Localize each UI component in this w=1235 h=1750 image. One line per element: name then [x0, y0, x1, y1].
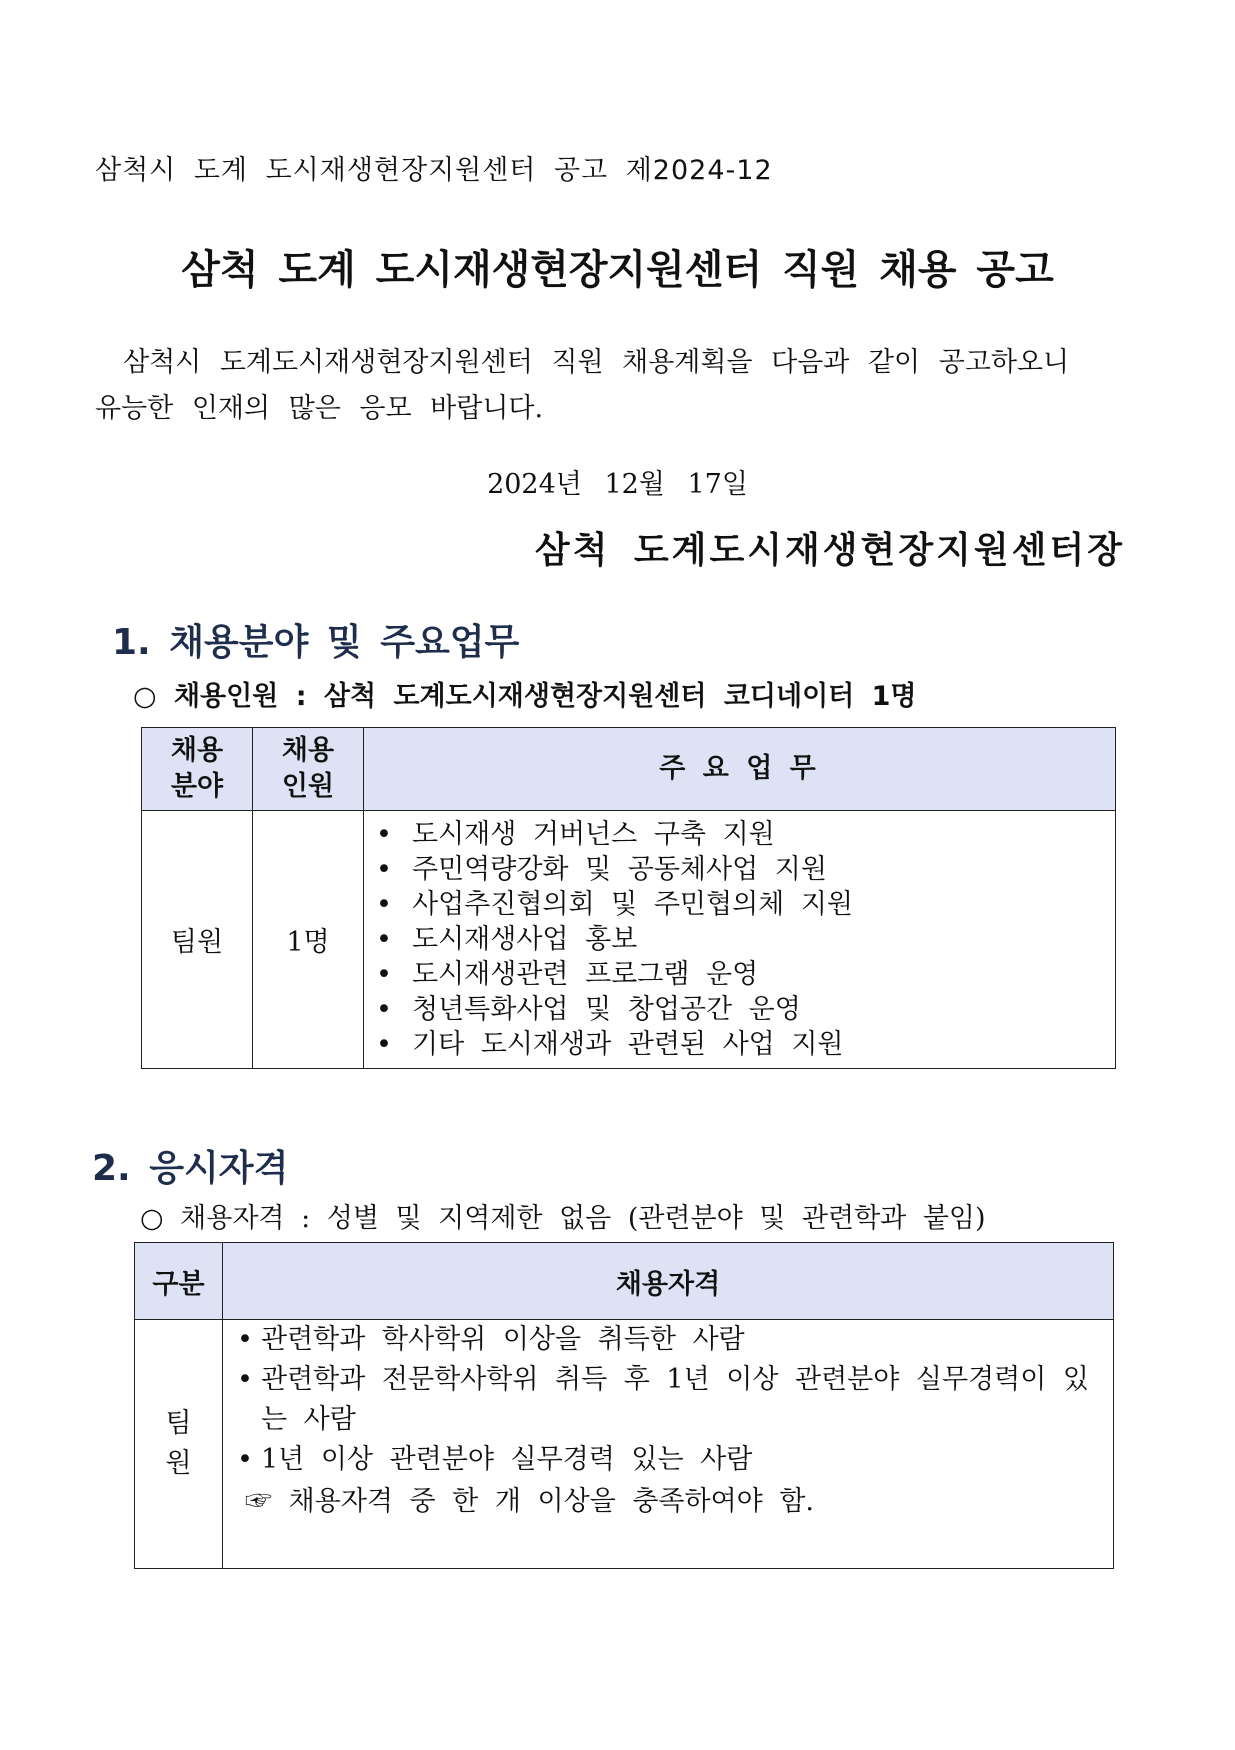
list-item — [237, 1440, 1105, 1480]
list-item: • 도시재생관련 프로그램 운영 — [364, 957, 1105, 992]
pointing-hand-icon: ☞ — [245, 1486, 272, 1517]
header-field-line1: 채용 — [170, 735, 224, 766]
intro-paragraph — [95, 340, 1125, 432]
duties-list — [364, 817, 1105, 1062]
qualification-text: 1년 이상 관련분야 실무경력 있는 사람 — [261, 1444, 753, 1475]
bullet-dot-icon: • — [237, 1364, 253, 1395]
cell-field: 팀원 — [142, 811, 253, 1069]
qualification-text: 관련학과 학사학위 이상을 취득한 사람 — [261, 1324, 745, 1355]
header-count-line2: 인원 — [281, 771, 335, 802]
division-line1: 팀 — [165, 1408, 192, 1439]
cell-division — [135, 1320, 223, 1569]
circle-bullet-icon: ○ — [133, 681, 157, 712]
issuer-name: 삼척 도계도시재생현장지원센터장 — [534, 529, 1125, 571]
intro-line-1: 삼척시 도계도시재생현장지원센터 직원 채용계획을 다음과 같이 공고하오니 — [123, 347, 1070, 378]
list-item — [237, 1360, 1105, 1440]
list-item: • 주민역량강화 및 공동체사업 지원 — [364, 852, 1105, 887]
cell-qualifications — [223, 1320, 1114, 1569]
division-line2: 원 — [165, 1448, 192, 1479]
list-item: • 청년특화사업 및 창업공간 운영 — [364, 992, 1105, 1027]
header-field-line2: 분야 — [170, 771, 224, 802]
section-1-sub-label: 채용인원 : 삼척 도계도시재생현장지원센터 코디네이터 1명 — [173, 681, 917, 712]
bullet-dot-icon: • — [237, 1444, 253, 1475]
qualification-note — [237, 1480, 1105, 1524]
list-item: • 도시재생사업 홍보 — [364, 922, 1105, 957]
list-item — [237, 1320, 1105, 1360]
qualification-table — [134, 1242, 1114, 1569]
list-item: • 기타 도시재생과 관련된 사업 지원 — [364, 1027, 1105, 1062]
note-text: 채용자격 중 한 개 이상을 충족하여야 함. — [288, 1486, 814, 1517]
table-row — [142, 811, 1116, 1069]
header-field — [142, 728, 253, 811]
header-qualification: 채용자격 — [223, 1243, 1114, 1320]
page-title: 삼척 도계 도시재생현장지원센터 직원 채용 공고 — [181, 247, 1054, 293]
notice-number: 삼척시 도계 도시재생현장지원센터 공고 제2024-12 — [95, 155, 773, 186]
header-count-line1: 채용 — [281, 735, 335, 766]
header-division: 구분 — [135, 1243, 223, 1320]
header-duties: 주 요 업 무 — [364, 728, 1116, 811]
section-1-title: 1. 채용분야 및 주요업무 — [112, 622, 520, 663]
cell-duties — [364, 811, 1116, 1069]
table-header-row — [142, 728, 1116, 811]
notice-date: 2024년 12월 17일 — [487, 469, 748, 500]
intro-line-2: 유능한 인재의 많은 응모 바랍니다. — [95, 393, 544, 424]
section-2-title: 2. 응시자격 — [92, 1148, 289, 1189]
section-2-sub-label: 채용자격 : 성별 및 지역제한 없음 (관련분야 및 관련학과 붙임) — [180, 1203, 986, 1234]
circle-bullet-icon: ○ — [140, 1203, 164, 1234]
cell-count: 1명 — [253, 811, 364, 1069]
table-row — [135, 1320, 1114, 1569]
bullet-dot-icon: • — [237, 1324, 253, 1355]
qualification-text: 관련학과 전문학사학위 취득 후 1년 이상 관련분야 실무경력이 있는 사람 — [261, 1364, 1089, 1435]
section-2-subheading — [140, 1196, 986, 1235]
section-1-subheading — [133, 674, 917, 713]
list-item: • 사업추진협의회 및 주민협의체 지원 — [364, 887, 1105, 922]
job-duties-table — [141, 727, 1116, 1069]
table-header-row — [135, 1243, 1114, 1320]
list-item: • 도시재생 거버넌스 구축 지원 — [364, 817, 1105, 852]
header-count — [253, 728, 364, 811]
